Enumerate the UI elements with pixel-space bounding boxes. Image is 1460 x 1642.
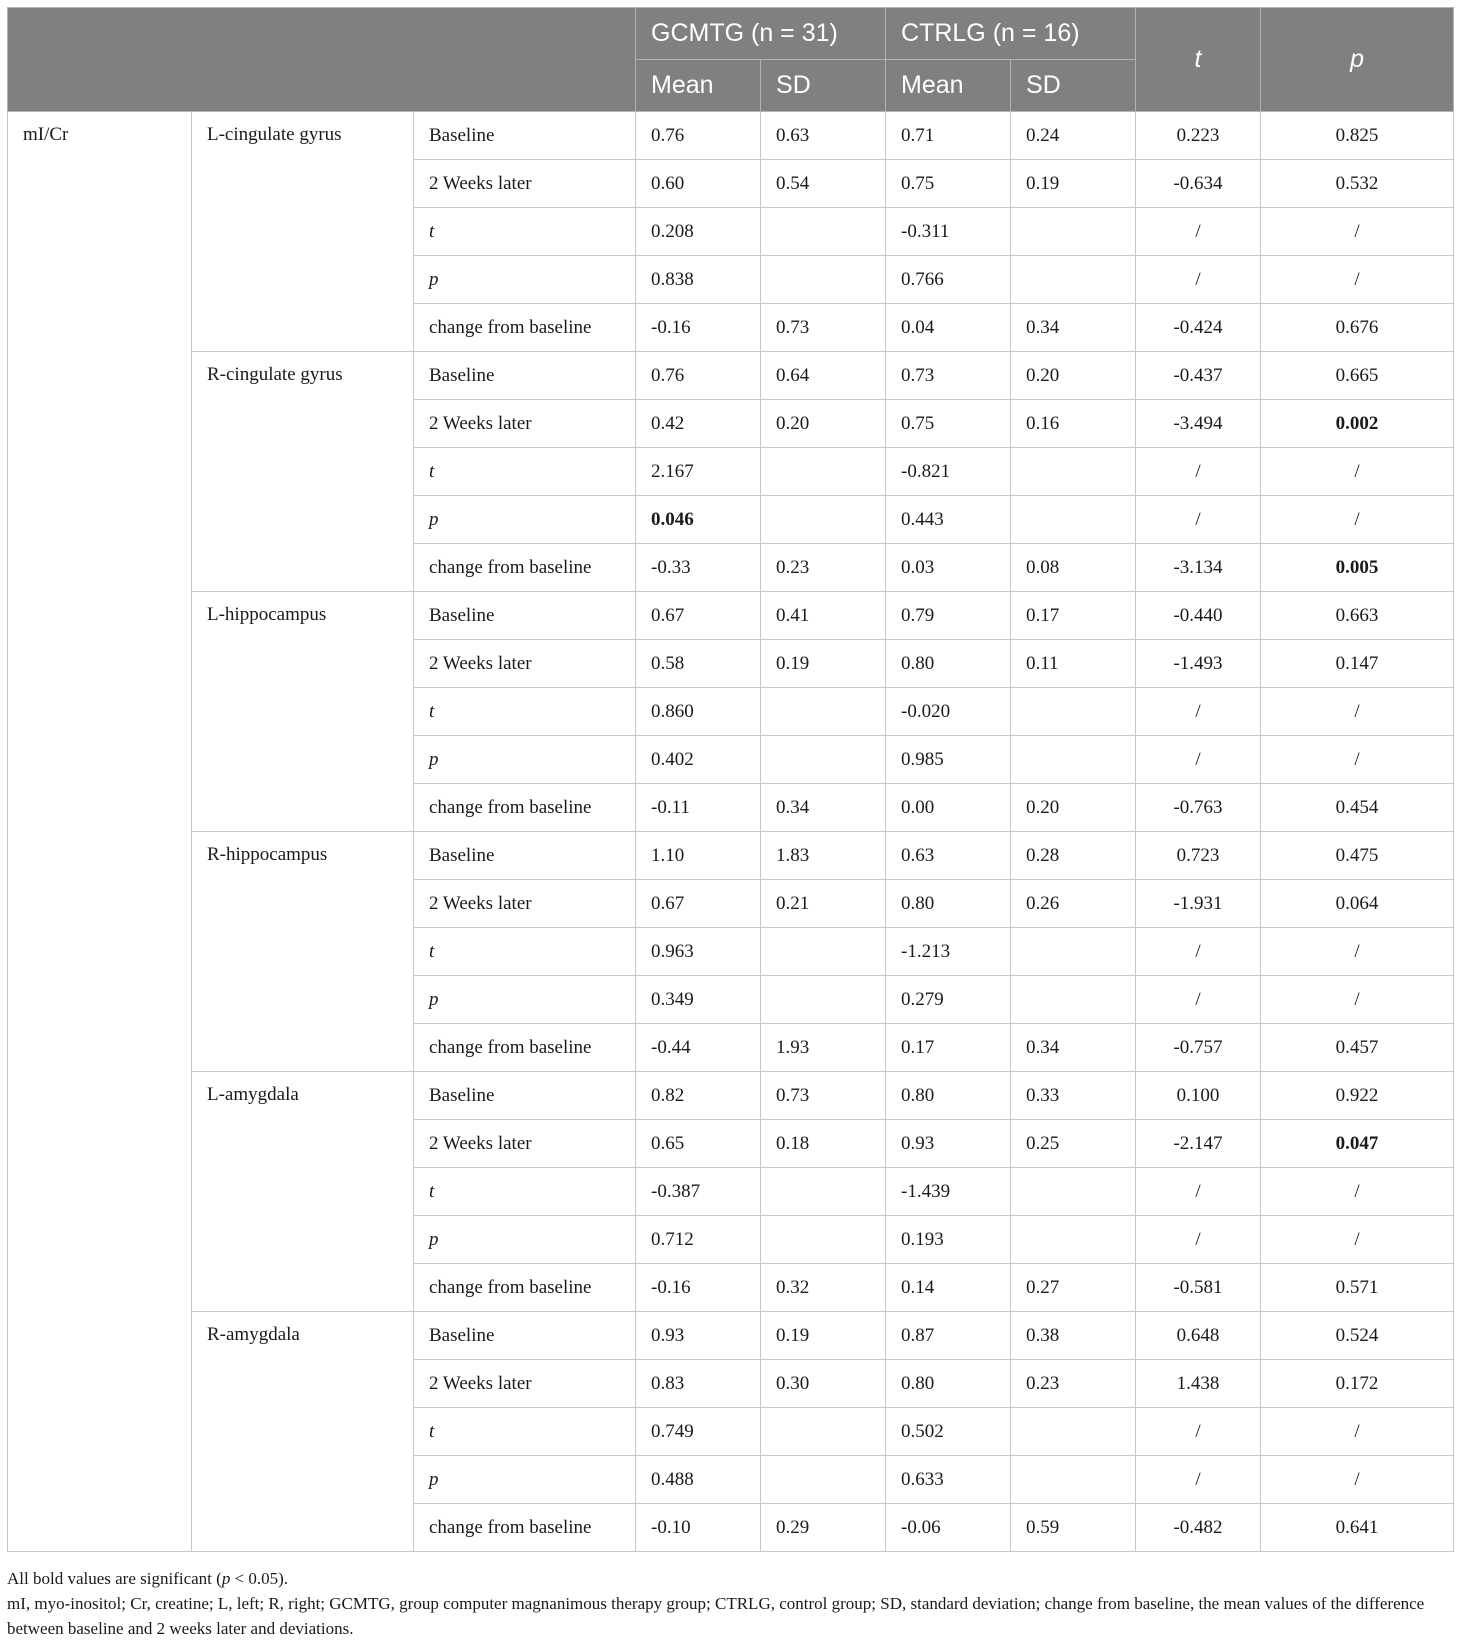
gcmtg-mean-cell: 0.349 [636, 976, 761, 1024]
row-label-cell: 2 Weeks later [414, 640, 636, 688]
results-table [7, 7, 1454, 1552]
ctrlg-sd-cell: 0.59 [1011, 1504, 1136, 1552]
region-cell: L-amygdala [192, 1072, 414, 1312]
header-p: p [1261, 8, 1454, 112]
ctrlg-mean-cell: 0.279 [886, 976, 1011, 1024]
gcmtg-sd-cell: 1.93 [761, 1024, 886, 1072]
ctrlg-mean-cell: 0.73 [886, 352, 1011, 400]
table-row [8, 592, 1454, 640]
gcmtg-mean-cell: 0.67 [636, 592, 761, 640]
ctrlg-mean-cell: 0.00 [886, 784, 1011, 832]
row-label-cell: Baseline [414, 112, 636, 160]
p-value-cell: / [1261, 976, 1454, 1024]
gcmtg-sd-cell [761, 736, 886, 784]
footnote-abbreviations: mI, myo-inositol; Cr, creatine; L, left; R, right; GCMTG, group computer magnanimous therapy group; CTRLG, control group; SD, standard deviation; change from baseline, the mean values of the difference between baseline and 2 weeks later and deviations. [7, 1594, 1425, 1638]
ctrlg-sd-cell [1011, 256, 1136, 304]
row-label-cell: p [414, 736, 636, 784]
region-cell: L-cingulate gyrus [192, 112, 414, 352]
header-group-ctrlg: CTRLG (n = 16) [886, 8, 1136, 60]
table-footnotes [7, 1566, 1453, 1641]
gcmtg-sd-cell: 0.19 [761, 1312, 886, 1360]
p-value-cell: / [1261, 256, 1454, 304]
p-value-cell: 0.064 [1261, 880, 1454, 928]
ctrlg-sd-cell: 0.11 [1011, 640, 1136, 688]
row-label-cell: p [414, 1216, 636, 1264]
gcmtg-sd-cell: 0.63 [761, 112, 886, 160]
gcmtg-mean-cell: 0.42 [636, 400, 761, 448]
ctrlg-sd-cell: 0.17 [1011, 592, 1136, 640]
metric-cell: mI/Cr [8, 112, 192, 1552]
gcmtg-mean-cell: 0.82 [636, 1072, 761, 1120]
p-value-cell: 0.532 [1261, 160, 1454, 208]
ctrlg-sd-cell: 0.19 [1011, 160, 1136, 208]
ctrlg-sd-cell: 0.27 [1011, 1264, 1136, 1312]
row-label-cell: 2 Weeks later [414, 880, 636, 928]
t-value-cell: -0.437 [1136, 352, 1261, 400]
ctrlg-sd-cell: 0.23 [1011, 1360, 1136, 1408]
gcmtg-sd-cell [761, 256, 886, 304]
header-gcmtg-mean: Mean [636, 60, 761, 112]
ctrlg-mean-cell: -0.311 [886, 208, 1011, 256]
ctrlg-sd-cell: 0.20 [1011, 352, 1136, 400]
t-value-cell: -3.494 [1136, 400, 1261, 448]
gcmtg-sd-cell: 0.64 [761, 352, 886, 400]
ctrlg-sd-cell [1011, 448, 1136, 496]
row-label-cell: p [414, 496, 636, 544]
gcmtg-mean-cell: 0.402 [636, 736, 761, 784]
region-cell: R-hippocampus [192, 832, 414, 1072]
t-value-cell: / [1136, 1408, 1261, 1456]
gcmtg-mean-cell: 0.860 [636, 688, 761, 736]
t-value-cell: / [1136, 688, 1261, 736]
row-label-cell: Baseline [414, 832, 636, 880]
row-label-cell: p [414, 976, 636, 1024]
row-label-cell: t [414, 928, 636, 976]
gcmtg-mean-cell: -0.11 [636, 784, 761, 832]
row-label-cell: change from baseline [414, 1024, 636, 1072]
ctrlg-mean-cell: 0.766 [886, 256, 1011, 304]
ctrlg-mean-cell: -1.213 [886, 928, 1011, 976]
ctrlg-mean-cell: 0.79 [886, 592, 1011, 640]
p-value-cell: / [1261, 928, 1454, 976]
t-value-cell: -1.931 [1136, 880, 1261, 928]
region-cell: R-amygdala [192, 1312, 414, 1552]
gcmtg-mean-cell: -0.10 [636, 1504, 761, 1552]
row-label-cell: 2 Weeks later [414, 400, 636, 448]
t-value-cell: / [1136, 1168, 1261, 1216]
row-label-cell: change from baseline [414, 304, 636, 352]
ctrlg-mean-cell: -0.821 [886, 448, 1011, 496]
table-row [8, 352, 1454, 400]
t-value-cell: 0.100 [1136, 1072, 1261, 1120]
region-cell: L-hippocampus [192, 592, 414, 832]
gcmtg-sd-cell: 0.54 [761, 160, 886, 208]
table-row [8, 832, 1454, 880]
ctrlg-mean-cell: 0.80 [886, 1072, 1011, 1120]
p-value-cell: / [1261, 496, 1454, 544]
table-row [8, 1312, 1454, 1360]
gcmtg-sd-cell: 0.32 [761, 1264, 886, 1312]
p-value-cell: 0.147 [1261, 640, 1454, 688]
p-value-cell: 0.475 [1261, 832, 1454, 880]
ctrlg-sd-cell: 0.34 [1011, 304, 1136, 352]
t-value-cell: -2.147 [1136, 1120, 1261, 1168]
t-value-cell: / [1136, 208, 1261, 256]
t-value-cell: -0.482 [1136, 1504, 1261, 1552]
ctrlg-sd-cell [1011, 736, 1136, 784]
row-label-cell: t [414, 688, 636, 736]
ctrlg-sd-cell [1011, 688, 1136, 736]
gcmtg-mean-cell: 0.67 [636, 880, 761, 928]
gcmtg-sd-cell [761, 1456, 886, 1504]
t-value-cell: / [1136, 1456, 1261, 1504]
ctrlg-sd-cell [1011, 1216, 1136, 1264]
table-row [8, 1072, 1454, 1120]
row-label-cell: Baseline [414, 1072, 636, 1120]
header-ctrlg-sd: SD [1011, 60, 1136, 112]
t-value-cell: -0.634 [1136, 160, 1261, 208]
table-header [8, 8, 1454, 112]
gcmtg-sd-cell: 0.73 [761, 304, 886, 352]
ctrlg-mean-cell: 0.63 [886, 832, 1011, 880]
row-label-cell: change from baseline [414, 1504, 636, 1552]
p-value-cell: / [1261, 1216, 1454, 1264]
row-label-cell: t [414, 1168, 636, 1216]
p-value-cell: / [1261, 1408, 1454, 1456]
gcmtg-sd-cell: 0.29 [761, 1504, 886, 1552]
footnote-text: All bold values are significant ( [7, 1569, 222, 1588]
t-value-cell: / [1136, 1216, 1261, 1264]
ctrlg-mean-cell: 0.193 [886, 1216, 1011, 1264]
p-value-cell: / [1261, 1168, 1454, 1216]
p-value-cell: 0.172 [1261, 1360, 1454, 1408]
gcmtg-sd-cell [761, 496, 886, 544]
gcmtg-mean-cell: -0.16 [636, 1264, 761, 1312]
gcmtg-mean-cell: 0.58 [636, 640, 761, 688]
row-label-cell: Baseline [414, 352, 636, 400]
header-group-gcmtg: GCMTG (n = 31) [636, 8, 886, 60]
row-label-cell: Baseline [414, 592, 636, 640]
ctrlg-mean-cell: 0.03 [886, 544, 1011, 592]
ctrlg-mean-cell: -0.06 [886, 1504, 1011, 1552]
ctrlg-mean-cell: 0.80 [886, 1360, 1011, 1408]
t-value-cell: -0.763 [1136, 784, 1261, 832]
t-value-cell: / [1136, 976, 1261, 1024]
p-value-cell: 0.665 [1261, 352, 1454, 400]
t-value-cell: 0.223 [1136, 112, 1261, 160]
ctrlg-sd-cell [1011, 976, 1136, 1024]
ctrlg-sd-cell: 0.20 [1011, 784, 1136, 832]
p-value-cell: 0.676 [1261, 304, 1454, 352]
ctrlg-sd-cell: 0.34 [1011, 1024, 1136, 1072]
row-label-cell: change from baseline [414, 544, 636, 592]
gcmtg-sd-cell [761, 688, 886, 736]
gcmtg-sd-cell: 0.41 [761, 592, 886, 640]
p-value-cell: 0.047 [1261, 1120, 1454, 1168]
t-value-cell: 0.723 [1136, 832, 1261, 880]
row-label-cell: t [414, 208, 636, 256]
ctrlg-sd-cell: 0.25 [1011, 1120, 1136, 1168]
row-label-cell: 2 Weeks later [414, 1120, 636, 1168]
t-value-cell: / [1136, 448, 1261, 496]
gcmtg-mean-cell: -0.16 [636, 304, 761, 352]
p-value-cell: / [1261, 208, 1454, 256]
ctrlg-mean-cell: -0.020 [886, 688, 1011, 736]
gcmtg-mean-cell: 0.712 [636, 1216, 761, 1264]
t-value-cell: -0.757 [1136, 1024, 1261, 1072]
gcmtg-sd-cell: 0.20 [761, 400, 886, 448]
gcmtg-mean-cell: 0.93 [636, 1312, 761, 1360]
gcmtg-mean-cell: 0.963 [636, 928, 761, 976]
ctrlg-sd-cell: 0.33 [1011, 1072, 1136, 1120]
ctrlg-mean-cell: 0.93 [886, 1120, 1011, 1168]
gcmtg-sd-cell: 0.73 [761, 1072, 886, 1120]
gcmtg-sd-cell: 0.21 [761, 880, 886, 928]
p-value-cell: / [1261, 1456, 1454, 1504]
p-value-cell: 0.922 [1261, 1072, 1454, 1120]
p-value-cell: 0.825 [1261, 112, 1454, 160]
gcmtg-sd-cell: 0.18 [761, 1120, 886, 1168]
ctrlg-sd-cell: 0.24 [1011, 112, 1136, 160]
header-gcmtg-sd: SD [761, 60, 886, 112]
p-value-cell: 0.005 [1261, 544, 1454, 592]
gcmtg-sd-cell: 1.83 [761, 832, 886, 880]
row-label-cell: 2 Weeks later [414, 160, 636, 208]
ctrlg-mean-cell: 0.502 [886, 1408, 1011, 1456]
ctrlg-sd-cell [1011, 1408, 1136, 1456]
p-value-cell: / [1261, 736, 1454, 784]
gcmtg-mean-cell: 0.76 [636, 352, 761, 400]
ctrlg-sd-cell [1011, 208, 1136, 256]
gcmtg-sd-cell [761, 1408, 886, 1456]
ctrlg-mean-cell: 0.80 [886, 640, 1011, 688]
ctrlg-sd-cell: 0.38 [1011, 1312, 1136, 1360]
row-label-cell: 2 Weeks later [414, 1360, 636, 1408]
t-value-cell: 1.438 [1136, 1360, 1261, 1408]
ctrlg-sd-cell: 0.26 [1011, 880, 1136, 928]
ctrlg-mean-cell: 0.633 [886, 1456, 1011, 1504]
p-value-cell: / [1261, 448, 1454, 496]
gcmtg-sd-cell: 0.19 [761, 640, 886, 688]
region-cell: R-cingulate gyrus [192, 352, 414, 592]
ctrlg-mean-cell: 0.75 [886, 160, 1011, 208]
gcmtg-mean-cell: 2.167 [636, 448, 761, 496]
gcmtg-sd-cell [761, 208, 886, 256]
row-label-cell: p [414, 1456, 636, 1504]
gcmtg-sd-cell [761, 1216, 886, 1264]
p-value-cell: / [1261, 688, 1454, 736]
row-label-cell: t [414, 448, 636, 496]
gcmtg-mean-cell: -0.44 [636, 1024, 761, 1072]
header-blank-cell [8, 8, 636, 112]
gcmtg-sd-cell: 0.30 [761, 1360, 886, 1408]
gcmtg-mean-cell: 0.60 [636, 160, 761, 208]
gcmtg-mean-cell: 0.749 [636, 1408, 761, 1456]
t-value-cell: -1.493 [1136, 640, 1261, 688]
ctrlg-mean-cell: 0.80 [886, 880, 1011, 928]
ctrlg-mean-cell: 0.443 [886, 496, 1011, 544]
gcmtg-mean-cell: -0.387 [636, 1168, 761, 1216]
p-value-cell: 0.002 [1261, 400, 1454, 448]
gcmtg-mean-cell: 1.10 [636, 832, 761, 880]
ctrlg-sd-cell: 0.28 [1011, 832, 1136, 880]
footnote-significance [7, 1566, 1453, 1591]
gcmtg-sd-cell [761, 928, 886, 976]
gcmtg-mean-cell: 0.488 [636, 1456, 761, 1504]
table-body [8, 112, 1454, 1552]
gcmtg-sd-cell: 0.34 [761, 784, 886, 832]
ctrlg-mean-cell: 0.17 [886, 1024, 1011, 1072]
table-row [8, 112, 1454, 160]
ctrlg-sd-cell [1011, 1456, 1136, 1504]
t-value-cell: -0.424 [1136, 304, 1261, 352]
ctrlg-sd-cell: 0.16 [1011, 400, 1136, 448]
gcmtg-mean-cell: 0.046 [636, 496, 761, 544]
p-value-cell: 0.663 [1261, 592, 1454, 640]
ctrlg-sd-cell [1011, 496, 1136, 544]
footnote-text: < 0.05). [230, 1569, 289, 1588]
row-label-cell: change from baseline [414, 1264, 636, 1312]
row-label-cell: t [414, 1408, 636, 1456]
t-value-cell: / [1136, 256, 1261, 304]
ctrlg-mean-cell: 0.75 [886, 400, 1011, 448]
ctrlg-mean-cell: 0.71 [886, 112, 1011, 160]
gcmtg-mean-cell: 0.83 [636, 1360, 761, 1408]
gcmtg-mean-cell: 0.65 [636, 1120, 761, 1168]
t-value-cell: -0.581 [1136, 1264, 1261, 1312]
ctrlg-mean-cell: 0.14 [886, 1264, 1011, 1312]
gcmtg-sd-cell [761, 1168, 886, 1216]
p-value-cell: 0.524 [1261, 1312, 1454, 1360]
t-value-cell: / [1136, 496, 1261, 544]
p-value-cell: 0.457 [1261, 1024, 1454, 1072]
footnote-p-symbol: p [221, 1569, 231, 1588]
t-value-cell: / [1136, 928, 1261, 976]
t-value-cell: -0.440 [1136, 592, 1261, 640]
header-t: t [1136, 8, 1261, 112]
ctrlg-mean-cell: 0.04 [886, 304, 1011, 352]
p-value-cell: 0.454 [1261, 784, 1454, 832]
gcmtg-sd-cell [761, 976, 886, 1024]
ctrlg-mean-cell: -1.439 [886, 1168, 1011, 1216]
gcmtg-sd-cell [761, 448, 886, 496]
row-label-cell: change from baseline [414, 784, 636, 832]
gcmtg-sd-cell: 0.23 [761, 544, 886, 592]
p-value-cell: 0.571 [1261, 1264, 1454, 1312]
row-label-cell: p [414, 256, 636, 304]
t-value-cell: 0.648 [1136, 1312, 1261, 1360]
row-label-cell: Baseline [414, 1312, 636, 1360]
ctrlg-mean-cell: 0.87 [886, 1312, 1011, 1360]
ctrlg-sd-cell [1011, 928, 1136, 976]
ctrlg-sd-cell [1011, 1168, 1136, 1216]
t-value-cell: / [1136, 736, 1261, 784]
gcmtg-mean-cell: 0.76 [636, 112, 761, 160]
gcmtg-mean-cell: 0.838 [636, 256, 761, 304]
gcmtg-mean-cell: 0.208 [636, 208, 761, 256]
gcmtg-mean-cell: -0.33 [636, 544, 761, 592]
ctrlg-sd-cell: 0.08 [1011, 544, 1136, 592]
ctrlg-mean-cell: 0.985 [886, 736, 1011, 784]
t-value-cell: -3.134 [1136, 544, 1261, 592]
header-ctrlg-mean: Mean [886, 60, 1011, 112]
p-value-cell: 0.641 [1261, 1504, 1454, 1552]
